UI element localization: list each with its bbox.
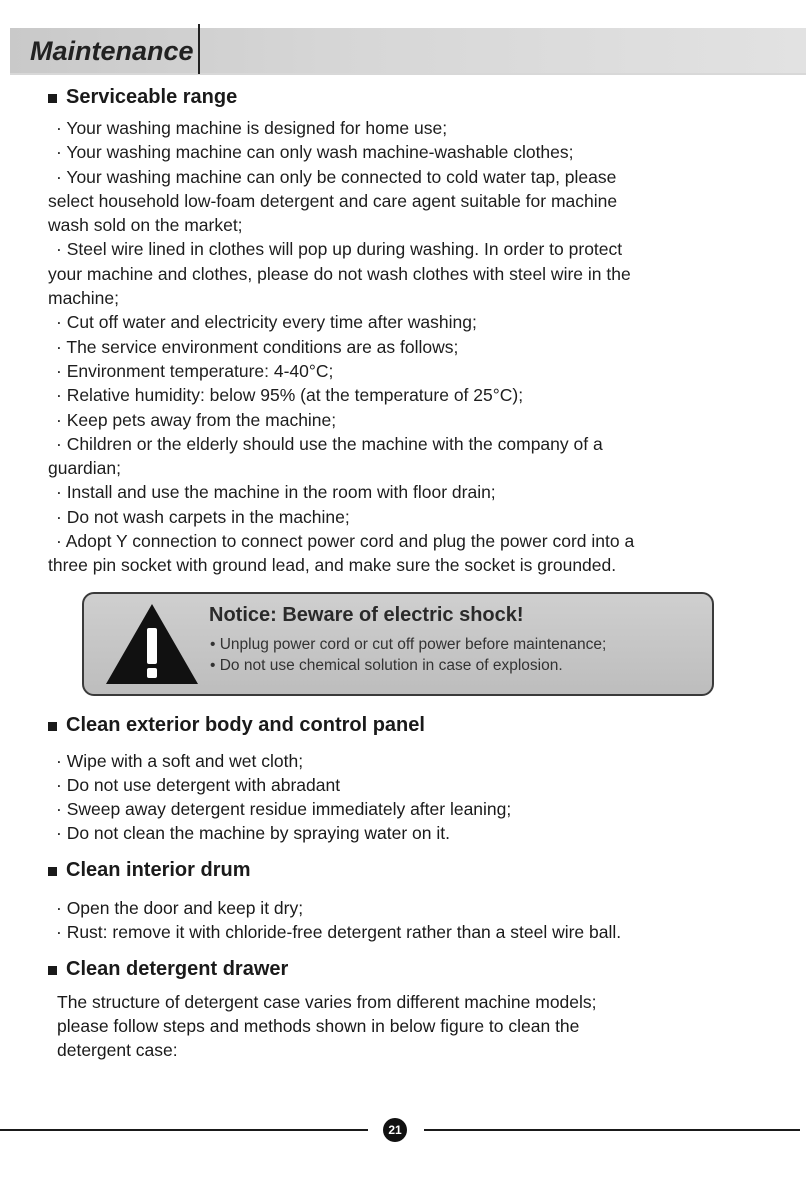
heading-text: Clean exterior body and control panel	[66, 714, 425, 736]
body-line: please follow steps and methods shown in below figure to clean the	[57, 1016, 580, 1036]
page-title	[30, 36, 194, 67]
body-line: The structure of detergent case varies from different machine models;	[57, 992, 597, 1012]
body-line: your machine and clothes, please do not wash clothes with steel wire in the	[48, 263, 631, 284]
body-line: · Your washing machine can only wash machine-washable clothes;	[56, 142, 574, 163]
body-line: · Relative humidity: below 95% (at the temperature of 25°C);	[56, 385, 524, 406]
body-line: · Open the door and keep it dry;	[56, 898, 304, 918]
body-line: three pin socket with ground lead, and make sure the socket is grounded.	[48, 555, 617, 576]
notice-title: Notice: Beware of electric shock!	[209, 604, 524, 626]
page-title-text: Maintenance	[30, 36, 194, 66]
notice-item: • Unplug power cord or cut off power before maintenance;	[210, 636, 607, 653]
body-line: guardian;	[48, 458, 121, 479]
heading-text: Serviceable range	[66, 86, 238, 108]
section-heading-drawer	[48, 958, 288, 981]
body-line: · Steel wire lined in clothes will pop up during washing. In order to protect	[56, 239, 623, 260]
footer-rule-right	[424, 1129, 800, 1131]
heading-text: Clean interior drum	[66, 859, 251, 881]
body-line: · Your washing machine is designed for home use;	[56, 118, 448, 138]
notice-item: • Do not use chemical solution in case of explosion.	[210, 657, 563, 674]
body-line: · Rust: remove it with chloride-free detergent rather than a steel wire ball.	[56, 922, 622, 942]
body-line: · Do not clean the machine by spraying water on it.	[56, 823, 450, 843]
heading-text: Clean detergent drawer	[66, 958, 289, 980]
body-line: · Cut off water and electricity every time after washing;	[56, 312, 477, 333]
body-line: detergent case:	[57, 1040, 178, 1060]
exterior-body	[48, 749, 768, 845]
header-rule	[10, 73, 806, 75]
body-line: · Environment temperature: 4-40°C;	[56, 360, 334, 381]
body-line: · Children or the elderly should use the machine with the company of a	[56, 433, 603, 454]
section-heading-exterior	[48, 714, 425, 737]
body-line: select household low-foam detergent and care agent suitable for machine	[48, 190, 618, 211]
serviceable-body	[48, 116, 758, 578]
body-line: · Do not use detergent with abradant	[56, 775, 341, 795]
interior-body	[48, 896, 768, 944]
page-number-badge	[383, 1118, 407, 1142]
section-heading-interior	[48, 859, 250, 882]
body-line: · Adopt Y connection to connect power cord and plug the power cord into a	[56, 531, 635, 552]
body-line: · Keep pets away from the machine;	[56, 409, 337, 430]
page-number: 21	[388, 1123, 402, 1137]
body-line: · Install and use the machine in the room with floor drain;	[56, 482, 496, 503]
square-bullet-icon	[48, 722, 57, 731]
body-line: · Sweep away detergent residue immediately after leaning;	[56, 799, 512, 819]
section-heading-serviceable	[48, 86, 237, 109]
body-line: · Wipe with a soft and wet cloth;	[56, 751, 304, 771]
title-divider	[198, 24, 200, 74]
body-line: · Your washing machine can only be connected to cold water tap, please	[56, 166, 617, 187]
body-line: machine;	[48, 288, 120, 309]
body-line: · Do not wash carpets in the machine;	[56, 506, 350, 527]
square-bullet-icon	[48, 94, 57, 103]
body-line: wash sold on the market;	[48, 215, 243, 236]
body-line: · The service environment conditions are as follows;	[56, 336, 459, 357]
notice-box	[82, 592, 714, 696]
square-bullet-icon	[48, 966, 57, 975]
square-bullet-icon	[48, 867, 57, 876]
footer-rule-left	[0, 1129, 368, 1131]
warning-triangle-icon	[102, 600, 202, 688]
drawer-body	[57, 990, 747, 1062]
